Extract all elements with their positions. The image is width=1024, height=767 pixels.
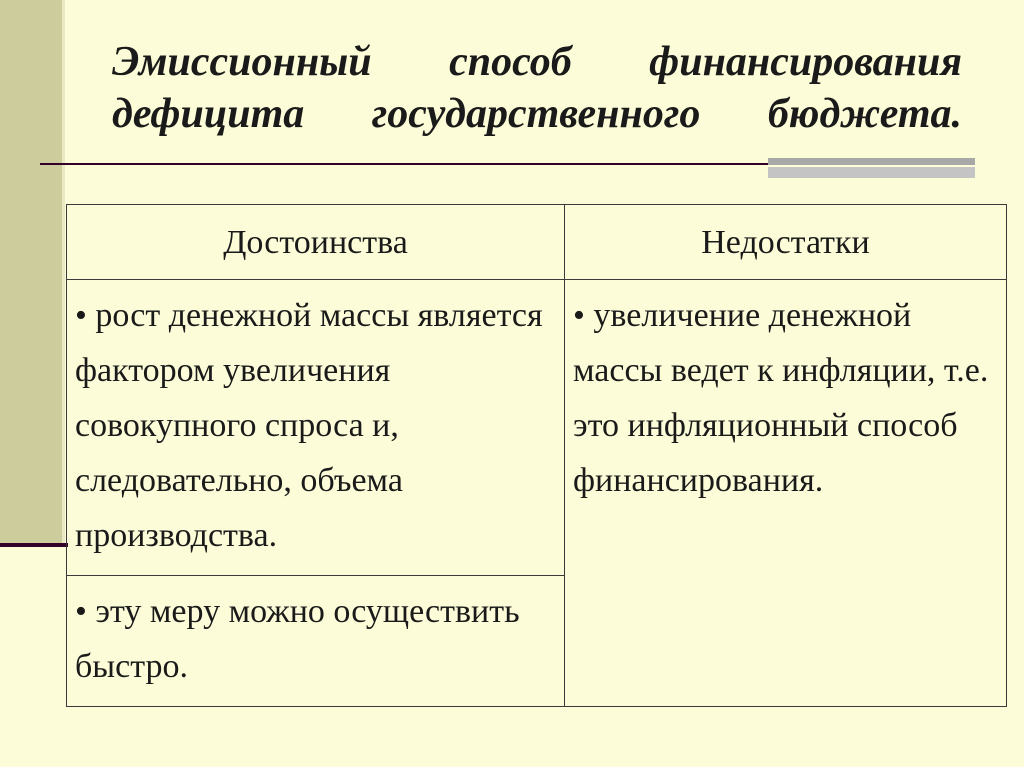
comparison-table bbox=[66, 204, 1007, 707]
table-row bbox=[67, 280, 1007, 576]
disadvantage-item: • увеличение денежной массы ведет к инфляции, т.е. это инфляционный способ финансирования. bbox=[573, 297, 988, 499]
advantage-cell bbox=[67, 576, 565, 707]
title-line-1: Эмиссионный способ финансирования bbox=[112, 39, 962, 85]
table-header-row bbox=[67, 205, 1007, 280]
title-accent-bar bbox=[768, 158, 975, 178]
advantage-item: • эту меру можно осуществить быстро. bbox=[75, 593, 520, 685]
title-line-2: дефицита государственного бюджета. bbox=[112, 91, 962, 137]
left-decorative-band bbox=[0, 0, 65, 546]
disadvantage-cell bbox=[565, 280, 1007, 707]
disadvantages-header: Недостатки bbox=[565, 205, 1007, 280]
left-decorative-rule bbox=[0, 543, 68, 547]
slide-title bbox=[112, 36, 962, 140]
advantage-cell bbox=[67, 280, 565, 576]
advantages-header: Достоинства bbox=[67, 205, 565, 280]
advantage-item: • рост денежной массы является фактором увеличения совокупного спроса и, следовательно, объема производства. bbox=[75, 297, 543, 554]
